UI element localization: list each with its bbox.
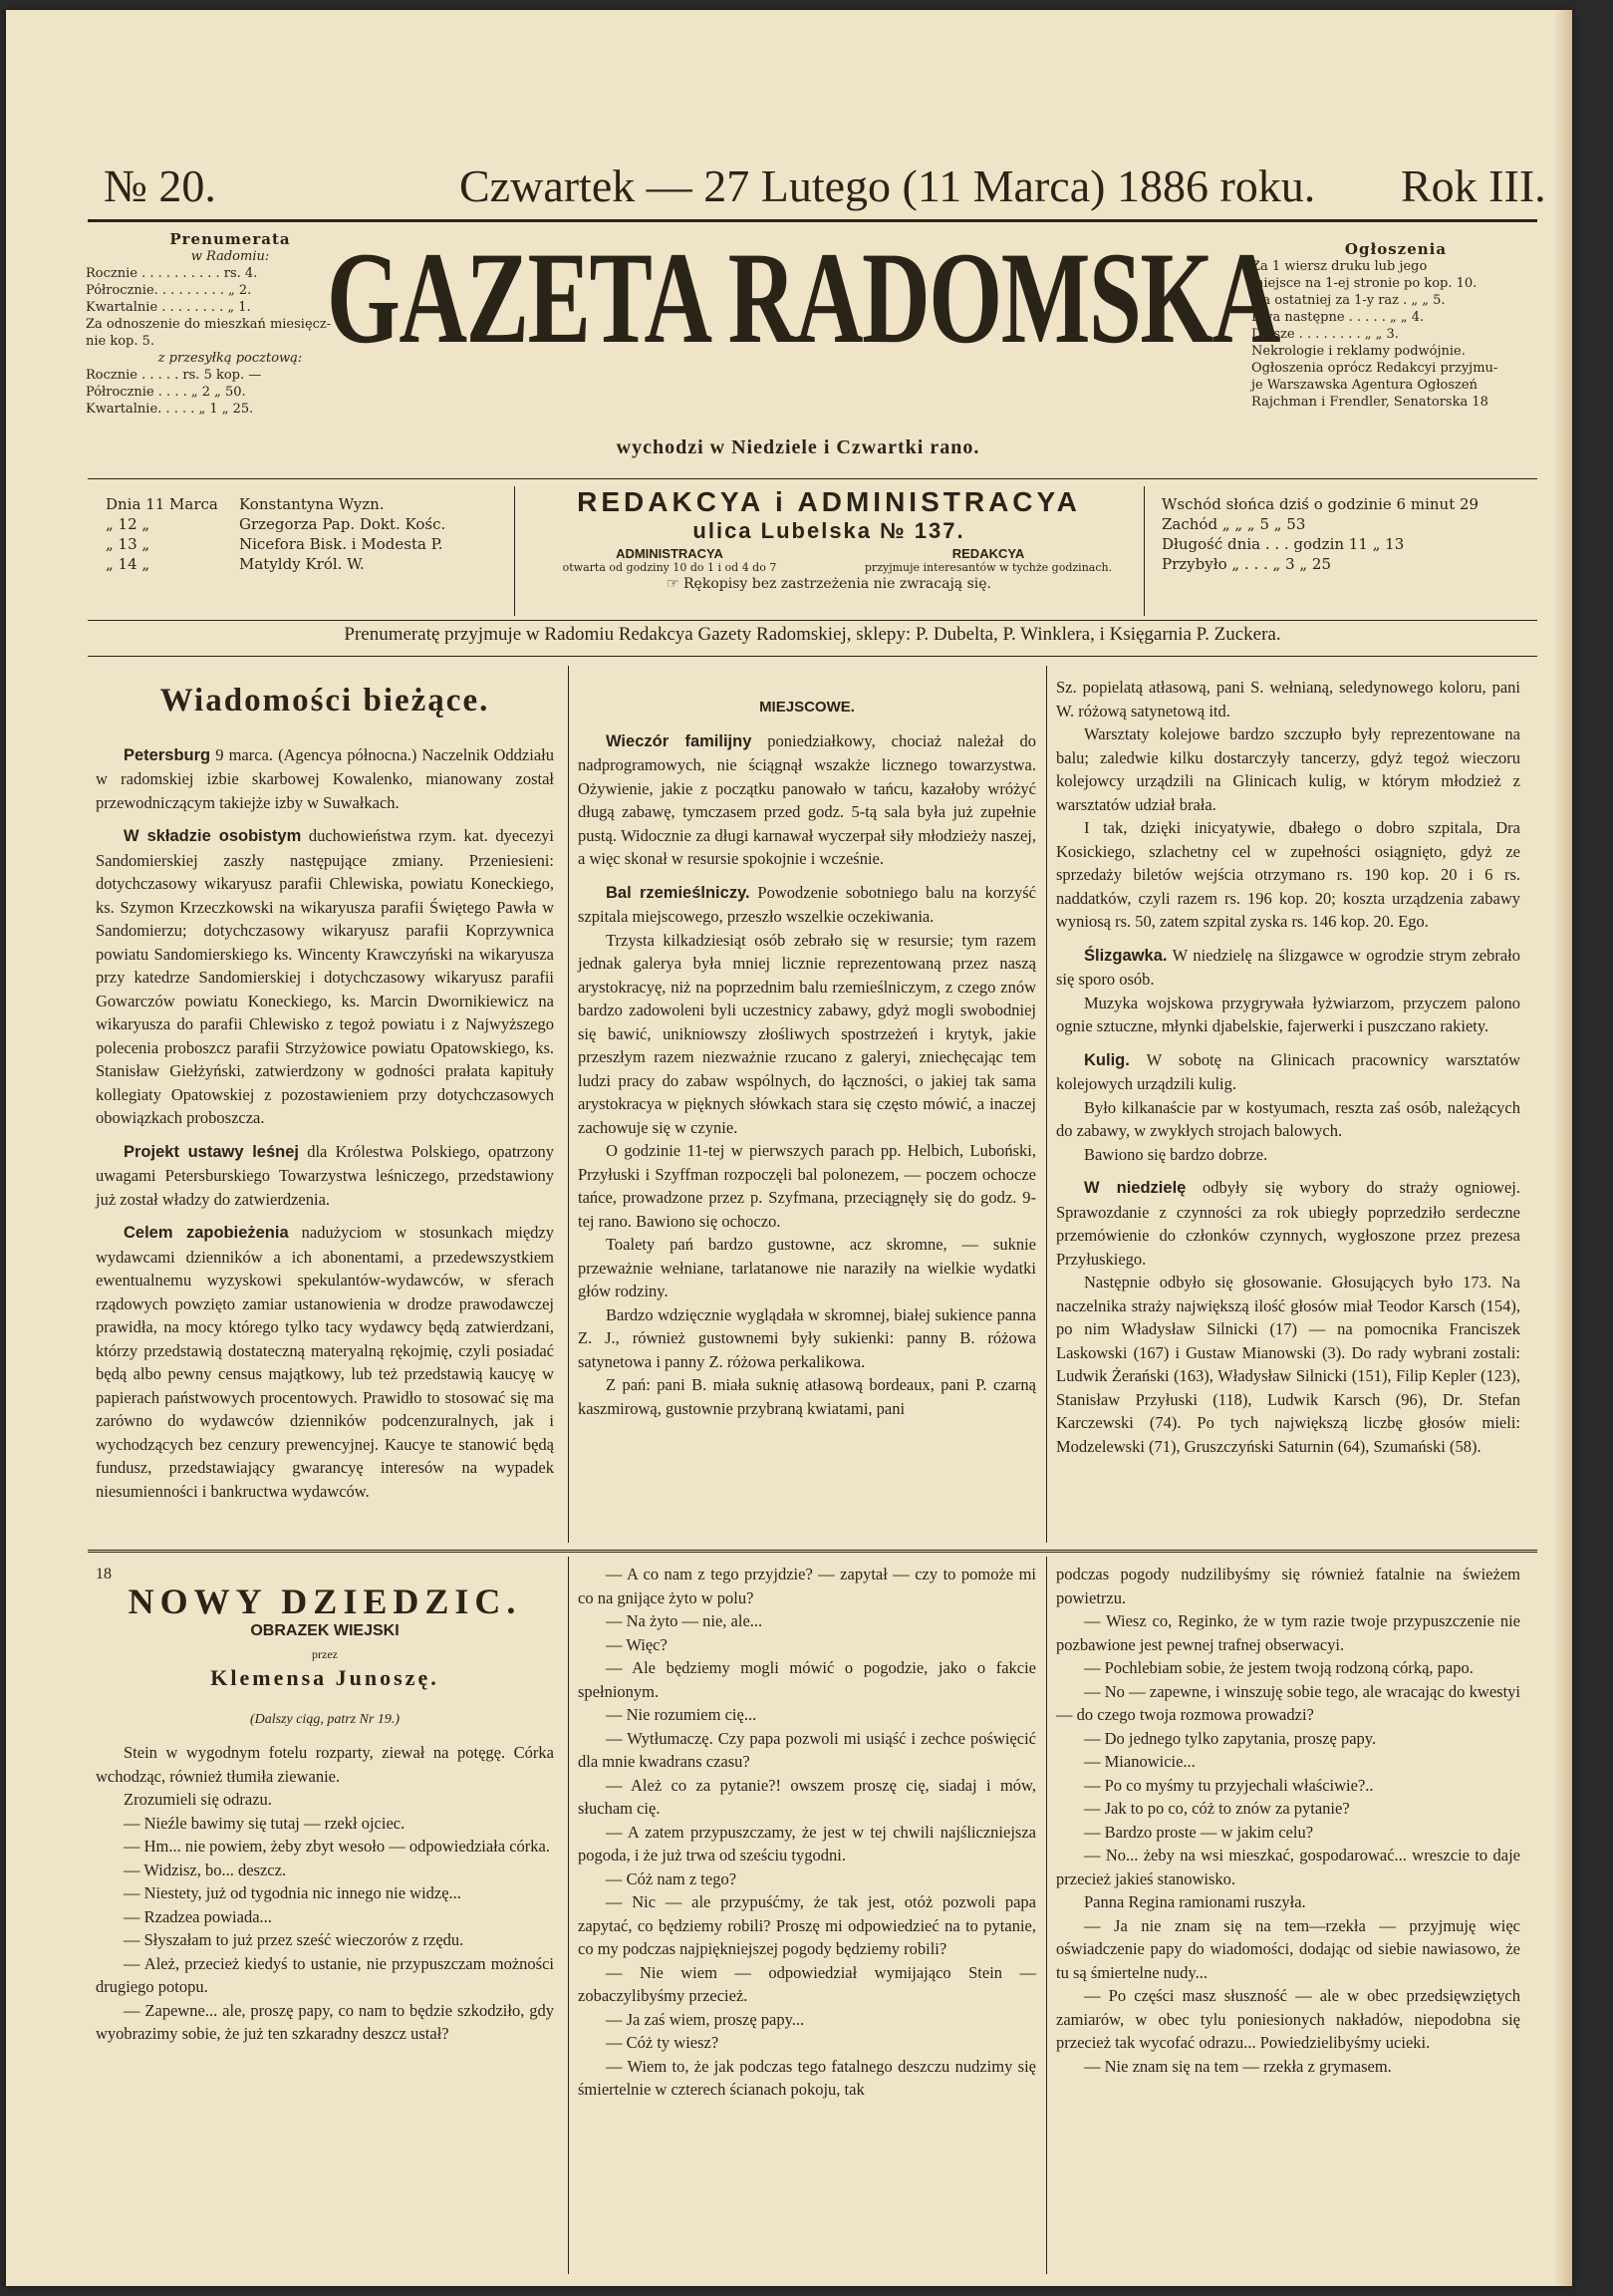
redakcya-note: Rękopisy bez zastrzeżenia nie zwracają się. xyxy=(683,576,991,592)
calendar-saint: Konstantyna Wyzn. xyxy=(239,495,385,513)
article-lead: W niedzielę xyxy=(1084,1179,1187,1197)
masthead-subtitle: wychodzi w Niedziele i Czwartki rano. xyxy=(616,436,980,458)
serial-paragraph: — Mianowicie... xyxy=(1084,1752,1196,1771)
ogloszenia-row: Nekrologie i reklamy podwójnie. xyxy=(1251,344,1466,359)
ogloszenia-row: Na ostatniej za 1-y raz . „ „ 5. xyxy=(1251,293,1446,308)
serial-paragraph: — Więc? xyxy=(606,1634,668,1654)
serial-paragraph: Zrozumieli się odrazu. xyxy=(124,1790,272,1809)
masthead: GAZETA RADOMSKA xyxy=(326,224,1280,371)
news-title: Wiadomości bieżące. xyxy=(159,683,490,718)
serial-paragraph: — Niestety, już od tygodnia nic innego nie widzę... xyxy=(124,1883,461,1902)
serial-paragraph: Panna Regina ramionami ruszyła. xyxy=(1084,1892,1306,1911)
article-paragraph xyxy=(578,729,1036,871)
article-paragraph xyxy=(96,1140,554,1212)
serial-paragraph: — Słyszałam to już przez sześć wieczorów z rzędu. xyxy=(124,1930,464,1949)
page-edge-stain xyxy=(1554,10,1572,2286)
masthead-wrap xyxy=(326,221,1280,421)
prenumerata-row: Za odnoszenie do mieszkań miesięcz- xyxy=(86,317,332,332)
subscribe-rule xyxy=(88,656,1537,657)
prenumerata-row: nie kop. 5. xyxy=(86,334,155,349)
serial-paragraph: — Nic — ale przypuśćmy, że tak jest, otóż pozwoli papa zapytać, co będziemy robili? Proszę mi odpowiedzieć na to pytanie, co my podczas najpiękniejszej pogody będziemy robili? xyxy=(578,1892,1036,1958)
serial-paragraph: — Ja zaś wiem, proszę papy... xyxy=(606,2009,805,2029)
serial-paragraph: — Nie wiem — odpowiedział wymijająco Stein — zobaczylibyśmy przecież. xyxy=(578,1962,1036,2005)
serial-paragraph: — Ależ co za pytanie?! owszem proszę cię, siadaj i mów, słucham cię. xyxy=(578,1775,1036,1818)
serial-paragraph: — Do jednego tylko zapytania, proszę papy. xyxy=(1084,1728,1377,1748)
sun-row: Przybyło „ . . . „ 3 „ 25 xyxy=(1162,555,1332,573)
serial-paragraph: — Po co myśmy tu przyjechali właściwie?.. xyxy=(1084,1775,1374,1795)
ogloszenia-row: Rajchman i Frendler, Senatorska 18 xyxy=(1251,395,1488,410)
miejscowe-title: MIEJSCOWE. xyxy=(759,699,855,716)
article-lead: W składzie osobistym xyxy=(124,827,302,845)
serial-column-2 xyxy=(578,1563,1036,2102)
serial-continuation: (Dalszy ciąg, patrz Nr 19.) xyxy=(249,1711,401,1727)
issue-number: № 20. xyxy=(104,160,216,211)
news-column-1 xyxy=(96,676,554,1503)
prenumerata-row: Rocznie . . . . . . . . . . rs. 4. xyxy=(86,266,258,281)
prenumerata-row: Kwartalnie. . . . . „ 1 „ 25. xyxy=(86,402,254,417)
red-label: REDAKCYA xyxy=(951,546,1025,561)
serial-paragraph: — A zatem przypuszczamy, że jest w tej chwili najśliczniejsza pogoda, i że już trwa od sześciu tygodni. xyxy=(578,1822,1036,1865)
article-text: odbyły się wybory do straży ogniowej. Sprawozdanie z czynności za rok ubiegły poprzedziło serdeczne przemówienie do członków czynnych, wygłoszone przez prezesa Przyłuskiego. xyxy=(1056,1178,1520,1269)
serial-title: NOWY DZIEDZIC. xyxy=(128,1580,522,1621)
serial-paragraph: — Ależ, przecież kiedyś to ustanie, nie przypuszczam możności drugiego potopu. xyxy=(96,1953,554,1996)
sun-row: Wschód słońca dziś o godzinie 6 minut 29 xyxy=(1162,495,1479,513)
news-column-2 xyxy=(578,676,1036,1420)
serial-paragraph: — Nieźle bawimy się tutaj — rzekł ojciec. xyxy=(124,1813,405,1833)
article-paragraph xyxy=(578,1373,1036,1420)
serial-paragraph: — Cóż nam z tego? xyxy=(606,1868,737,1888)
sun-row: Długość dnia . . . godzin 11 „ 13 xyxy=(1162,535,1405,553)
ogloszenia-row: miejsce na 1-ej stronie po kop. 10. xyxy=(1251,276,1478,291)
serial-paragraph: — No... żeby na wsi mieszkać, gospodarować... wreszcie to daje przecież jakieś stanowisko. xyxy=(1056,1846,1520,1888)
article-paragraph xyxy=(1056,722,1520,816)
article-paragraph xyxy=(1056,944,1520,992)
article-text: dla Królestwa Polskiego, opatrzony uwagami Petersburskiego Towarzystwa leśniczego, przedstawiony już został władzy do zatwierdzenia. xyxy=(96,1141,554,1209)
serial-paragraph: — No — zapewne, i winszuję sobie tego, ale wracając do kwestyi — do czego twoja rozmowa prowadzi? xyxy=(1056,1681,1520,1724)
calendar-day: „ 14 „ xyxy=(106,555,150,573)
article-paragraph xyxy=(1056,1096,1520,1143)
serial-subtitle: OBRAZEK WIEJSKI xyxy=(250,1622,400,1639)
article-text: Sz. popielatą atłasową, pani S. wełnianą, seledynowego koloru, pani W. różową satynetową itd. xyxy=(1056,678,1520,720)
info-divider-left xyxy=(514,486,515,616)
red-hours: przyjmuje interesantów w tychże godzinach. xyxy=(864,561,1113,574)
article-text: Muzyka wojskowa przygrywała łyżwiarzom, przyczem palono ognie sztuczne, młynki djabelskie, fajerwerki i puszczano rakiety. xyxy=(1056,993,1520,1035)
serial-paragraph: — Po części masz słuszność — ale w obec przedsięwziętych zamiarów, w obec tylu poniesionych nakładów, niepodobna się przecież tak wycofać odrazu... Powiedzielibyśmy ucieki. xyxy=(1056,1986,1520,2052)
calendar-saint: Grzegorza Pap. Dokt. Kośc. xyxy=(239,515,446,533)
serial-page-number: 18 xyxy=(96,1566,112,1582)
article-text: Trzysta kilkadziesiąt osób zebrało się w resursie; tym razem jednak galerya była mniej licznie reprezentowaną przez naszą arystokracyę, niż na poprzednim balu rzemieślniczym, z czego znów bardzo zadowoleni byli uczestnicy zabawy, gdyż mogli swobodniej się bawić, unikniowszy złośliwych spostrzeżeń i krytyk, jakie przeszłym razem niezważnie rzucano z galeryi, zniechęcając tem ludzi pracy do zabaw wspólnych, do łączności, o jakiej tak sama arystokracya w pięknych słówkach stara się często mówić, a inaczej zachowuje się w czynie. xyxy=(578,930,1036,1137)
article-paragraph xyxy=(96,1221,554,1503)
serial-paragraph: — A co nam z tego przyjdzie? — zapytał — czy to pomoże mi co na gnijące żyto w polu? xyxy=(578,1565,1036,1607)
article-lead: Projekt ustawy leśnej xyxy=(124,1142,299,1161)
article-text: Było kilkanaście par w kostyumach, reszta zaś osób, należących do zabawy, w zwykłych strojach balowych. xyxy=(1056,1097,1520,1140)
serial-author: Klemensa Junoszę. xyxy=(210,1665,439,1690)
calendar-box xyxy=(106,494,484,574)
serial-rule-1 xyxy=(568,1557,569,2274)
article-paragraph xyxy=(1056,676,1520,722)
serial-paragraph: — Ale będziemy mogli mówić o pogodzie, jako o fakcie spełnionym. xyxy=(578,1658,1036,1701)
article-paragraph xyxy=(578,929,1036,1140)
redakcya-box xyxy=(520,486,1138,592)
calendar-day: „ 13 „ xyxy=(106,535,150,553)
serial-przez: przez xyxy=(312,1646,338,1661)
serial-paragraph: — Wiem to, że jak podczas tego fatalnego deszczu nudzimy się śmiertelnie w czterech ścianach pokoju, tak xyxy=(578,2056,1036,2099)
article-paragraph xyxy=(96,743,554,815)
article-lead: Kulig. xyxy=(1084,1050,1130,1069)
prenumerata-row: Rocznie . . . . . rs. 5 kop. — xyxy=(86,368,262,383)
column-rule-2 xyxy=(1046,666,1047,1543)
sun-box xyxy=(1162,494,1530,574)
calendar-day: „ 12 „ xyxy=(106,515,150,533)
ogloszenia-title: Ogłoszenia xyxy=(1344,240,1448,258)
article-text: I tak, dzięki inicyatywie, dbałego o dobro szpitala, Dra Kosickiego, szlachetny cel w zupełności osiągnięto, gdyż ze sprzedaży biletów wejścia otrzymano rs. 190 kop. 20 i 6 rs. naddatków, czyli razem rs. 196 kop. 20; koszta urządzenia zabawy wyniosą rs. 50, zatem szpital zyska rs. 146 kop. 20. Ego. xyxy=(1056,818,1520,931)
serial-paragraph: — Na żyto — nie, ale... xyxy=(606,1611,763,1630)
news-column-3 xyxy=(1056,676,1520,1458)
sun-row: Zachód „ „ „ 5 „ 53 xyxy=(1162,515,1306,533)
serial-paragraph: — Ja nie znam się na tem—rzekła — przyjmuję więc oświadczenie papy do wiadomości, dodając od siebie nawiasowo, że tu są śmiertelne nudy... xyxy=(1056,1915,1520,1982)
calendar-row xyxy=(106,494,484,514)
ogloszenia-row: Za 1 wiersz druku lub jego xyxy=(1251,259,1428,274)
article-lead: Celem zapobieżenia xyxy=(124,1224,289,1242)
serial-paragraph: — Bardzo proste — w jakim celu? xyxy=(1084,1822,1314,1842)
prenumerata-row: Półrocznie. . . . . . . . . „ 2. xyxy=(86,283,252,298)
year-label: Rok III. xyxy=(1401,160,1546,211)
serial-paragraph: — Wytłumaczę. Czy papa pozwoli mi usiąść i zechce poświęcić dla mnie kwadrans czasu? xyxy=(578,1728,1036,1771)
ogloszenia-row: Ogłoszenia oprócz Redakcyi przyjmu- xyxy=(1251,361,1498,376)
serial-column-3 xyxy=(1056,1563,1520,2078)
article-text: duchowieństwa rzym. kat. dyecezyi Sandomierskiej zaszły następujące zmiany. Przeniesieni: dotychczasowy wikaryusz parafii Chlewiska, powiatu Koneckiego, ks. Szymon Krzeczkowski na wikaryusza parafii Świętego Pawła w Sandomierzu; dotychczasowy wikaryusz parafii Koprzywnica powiatu Sandomierskiego ks. Wincenty Krawczyński na wikaryusza przy katedrze Sandomierskiej i dotychczasowy wikaryusz parafii Gowarczów powiatu Koneckiego, ks. Marcin Dwornikiewicz na wikaryusza do parafii Chlewisko z tegoż powiatu i z Najwyższego polecenia proboszcz parafii Strzyżowice powiatu Opatowskiego, ks. Stanisław Giełżyński, zatwierdzony w godności prałata kapituły kollegiaty Opatowskiej z pozostawieniem przy dotychczasowych obowiązkach proboszcza. xyxy=(96,826,554,1127)
article-lead: Bal rzemieślniczy. xyxy=(606,883,750,902)
article-paragraph xyxy=(578,1303,1036,1374)
article-text: poniedziałkowy, chociaż należał do nadprogramowych, nie ściągnął wszakże licznego towarzystwa. Ożywienie, jakie z początku panowało w tańcu, kazałoby wróżyć długą zabawę, tymczasem przed godz. 5-tą sala była już zupełnie pustą. Widocznie za długi karnawał wyczerpał siły młodzieży naszej, a więc skonał w resursie spokojnie i wcześnie. xyxy=(578,730,1036,868)
newspaper-page xyxy=(6,10,1572,2286)
article-paragraph xyxy=(578,881,1036,929)
serial-paragraph: — Nie rozumiem cię... xyxy=(606,1705,757,1724)
article-lead: Wieczór familijny xyxy=(606,731,752,750)
article-text: Bardzo wdzięcznie wyglądała w skromnej, białej sukience panna Z. J., również gustownemi były sukienki: panny B. różowa satynetowa i panny Z. różowa perkalikowa. xyxy=(578,1304,1036,1371)
serial-paragraph: — Widzisz, bo... deszcz. xyxy=(124,1860,287,1879)
article-text: 9 marca. (Agencya północna.) Naczelnik Oddziału w radomskiej izbie skarbowej Kowalenko, mianowany został przewodniczącym takiejże izby w Suwałkach. xyxy=(96,744,554,812)
article-paragraph xyxy=(1056,1048,1520,1096)
serial-paragraph: — Wiesz co, Reginko, że w tym razie twoje przypuszczenie nie pozbawione jest pewnej trafnej obserwacyi. xyxy=(1056,1611,1520,1654)
article-text: O godzinie 11-tej w pierwszych parach pp. Helbich, Luboński, Przyłuski i Szyffman rozpoczęli bal polonezem, — poczem ochocze tańce, prowadzone przez p. Szyfmana, przeciągnęły się do godz. 9-tej rano. Bawiono się ochoczo. xyxy=(578,1141,1036,1231)
ogloszenia-row: je Warszawska Agentura Ogłoszeń xyxy=(1251,378,1478,393)
redakcya-title: REDAKCYA i ADMINISTRACYA xyxy=(577,486,1081,517)
serial-paragraph: podczas pogody nudzilibyśmy się również fatalnie na świeżem powietrzu. xyxy=(1056,1565,1520,1607)
serial-paragraph: — Rzadzea powiada... xyxy=(124,1906,272,1926)
prenumerata-title: Prenumerata xyxy=(169,230,291,248)
calendar-row xyxy=(106,514,484,534)
prenumerata-sub2: z przesyłką pocztową: xyxy=(157,351,303,366)
admin-label: ADMINISTRACYA xyxy=(616,546,723,561)
article-text: Toalety pań bardzo gustowne, acz skromne, — suknie przeważnie wełniane, tarlatanowe nie naraziły na wielkie wydatki głów rodziny. xyxy=(578,1235,1036,1300)
subscribe-line: Prenumeratę przyjmuje w Radomiu Redakcya Gazety Radomskiej, sklepy: P. Dubelta, P. Winklera, i Księgarnia P. Zuckera. xyxy=(344,624,1281,645)
article-lead: Ślizgawka. xyxy=(1084,946,1168,965)
article-text: nadużyciom w stosunkach między wydawcami dzienników a ich abonentami, a przedewszystkiem ewentualnemu wyzyskowi spekulantów-wydawców, w sferach rządowych powzięto zamiar ustanowienia w drodze prawodawczej prawidła, na mocy którego tylko tacy wydawcy będą zatwierdzani, którzy przedstawią dostateczną materyalną rękojmię, czyli posiadać będą albo pewny census majątkowy, lub też przedstawią kaucyę w papierach państwowych procentowych. Prawidło to stosować się ma zarówno do wydawców dzienników podcenzuralnych, jak i wychodzących bez cenzury prewencyjnej. Kaucye te stanowić będą fundusz, przedstawiający gwarancyę interesów na wypadek niesumienności i bankructwa wydawców. xyxy=(96,1223,554,1501)
column-rule-1 xyxy=(568,666,569,1543)
article-paragraph xyxy=(1056,992,1520,1038)
serial-rule-2 xyxy=(1046,1557,1047,2274)
pointing-hand-icon: ☞ xyxy=(667,576,679,592)
prenumerata-row: Półrocznie . . . . „ 2 „ 50. xyxy=(86,385,246,400)
info-bottom-rule xyxy=(88,620,1537,621)
ogloszenia-row: Dalsze . . . . . . . . „ „ 3. xyxy=(1251,327,1399,342)
article-paragraph xyxy=(578,1139,1036,1233)
serial-column-1 xyxy=(96,1563,554,2046)
serial-paragraph: — Zapewne... ale, proszę papy, co nam to będzie szkodziło, gdy wyobrazimy sobie, że już ten szkaradny deszcz ustał? xyxy=(96,2000,554,2043)
ogloszenia-row: Dwa następne . . . . . „ „ 4. xyxy=(1251,310,1425,325)
date-line: Czwartek — 27 Lutego (11 Marca) 1886 roku. xyxy=(459,160,1316,211)
calendar-saint: Nicefora Bisk. i Modesta P. xyxy=(239,535,443,553)
feuilleton-rule xyxy=(88,1550,1537,1553)
article-paragraph xyxy=(1056,816,1520,934)
ogloszenia-box xyxy=(1251,241,1540,411)
article-paragraph xyxy=(578,1233,1036,1303)
info-divider-right xyxy=(1144,486,1145,616)
article-text: W sobotę na Glinicach pracownicy warsztatów kolejowych urządzili kulig. xyxy=(1056,1049,1520,1093)
article-text: Z pań: pani B. miała suknię atłasową bordeaux, pani P. czarną kaszmirową, gustownie przybraną kwiatami, pani xyxy=(578,1375,1036,1418)
serial-paragraph: — Cóż ty wiesz? xyxy=(606,2033,719,2052)
article-paragraph xyxy=(1056,1176,1520,1271)
calendar-saint: Matyldy Król. W. xyxy=(239,555,365,573)
article-text: Następnie odbyło się głosowanie. Głosujących było 173. Na naczelnika straży największą ilość głosów miał Teodor Karsch (154), po nim Władysław Silnicki (17) — na pomocnika Franciszek Laskowski (167) i Gustaw Mianowski (3). Do rady wybrani zostali: Ludwik Żerański (163), Władysław Silnicki (151), Filip Kepler (123), Stanisław Przyłuski (118), Ludwik Karsch (96), Dr. Stefan Karczewski (74). Po tych największą liczbę głosów mieli: Modzelewski (71), Gruszczyński Saturnin (64), Szumański (58). xyxy=(1056,1273,1520,1456)
redakcya-address: ulica Lubelska № 137. xyxy=(692,518,965,543)
article-lead: Petersburg xyxy=(124,745,211,764)
prenumerata-row: Kwartalnie . . . . . . . . „ 1. xyxy=(86,300,251,315)
article-paragraph xyxy=(1056,1143,1520,1167)
prenumerata-sub1: w Radomiu: xyxy=(190,249,270,264)
article-text: Powodzenie sobotniego balu na korzyść szpitala miejscowego, przeszło wszelkie oczekiwania. xyxy=(578,882,1036,926)
article-paragraph xyxy=(1056,1271,1520,1458)
article-text: Warsztaty kolejowe bardzo szczupło były reprezentowane na balu; zaledwie kilku dostarczyły tancerzy, gdyż tegoż wieczoru kolejowcy urządzili na Glinicach kulig, w którym młodzież z warsztatów udział brała. xyxy=(1056,724,1520,814)
calendar-row xyxy=(106,534,484,554)
serial-paragraph: — Pochlebiam sobie, że jestem twoją rodzoną córką, papo. xyxy=(1084,1658,1474,1677)
serial-paragraph: — Hm... nie powiem, żeby zbyt wesoło — odpowiedziała córka. xyxy=(124,1837,550,1856)
serial-paragraph: Stein w wygodnym fotelu rozparty, ziewał na potęgę. Córka wchodząc, również tłumiła ziewanie. xyxy=(96,1743,554,1786)
article-text: Bawiono się bardzo dobrze. xyxy=(1084,1144,1268,1164)
ogloszenia-rows xyxy=(1251,258,1540,411)
article-text: W niedzielę na ślizgawce w ogrodzie strym zebrało się sporo osób. xyxy=(1056,945,1520,989)
admin-hours: otwarta od godziny 10 do 1 i od 4 do 7 xyxy=(562,561,777,574)
serial-paragraph: — Nie znam się na tem — rzekła z grymasem. xyxy=(1084,2056,1392,2076)
info-top-rule xyxy=(88,478,1537,479)
article-paragraph xyxy=(96,824,554,1130)
serial-paragraph: — Jak to po co, cóż to znów za pytanie? xyxy=(1084,1799,1350,1818)
calendar-row xyxy=(106,554,484,574)
calendar-day: Dnia 11 Marca xyxy=(106,495,218,513)
